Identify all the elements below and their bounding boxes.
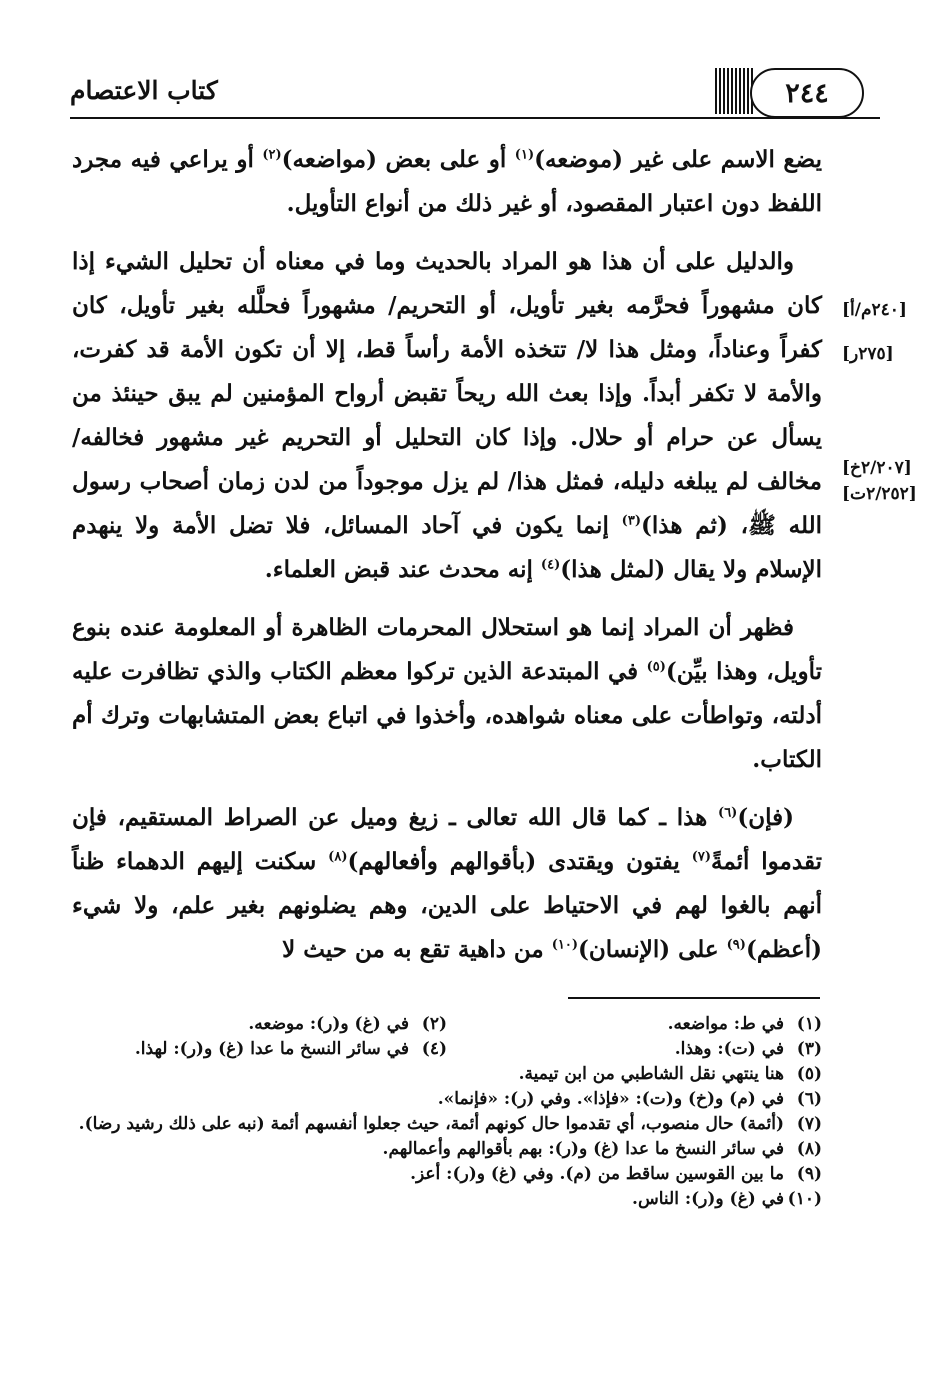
footnote-ref[interactable]: (٨) (328, 849, 348, 865)
footnote-row (72, 1112, 822, 1137)
paragraph (72, 138, 822, 226)
footnote-row (72, 1087, 822, 1112)
footnote-number: (٢) (421, 1014, 447, 1034)
footnote (72, 1012, 447, 1037)
footnote (447, 1037, 822, 1062)
footnote-ref[interactable]: (٤) (540, 557, 561, 573)
footnote-number: (٣) (796, 1039, 822, 1059)
footnote (72, 1062, 822, 1087)
footnote (72, 1187, 822, 1212)
text-run: (فإن) (737, 804, 794, 831)
footnote-text: هنا ينتهي نقل الشاطبي من ابن تيمية. (518, 1064, 784, 1084)
footnote-ref[interactable]: (٥) (646, 659, 666, 675)
margin-note: [٢٧٥ر] (842, 344, 894, 364)
text-run: يضع الاسم على غير (موضعه) (534, 146, 822, 173)
footnote-separator (568, 997, 820, 999)
footnote-ref[interactable]: (٣) (621, 513, 641, 529)
paragraph (72, 240, 822, 592)
main-text (72, 138, 822, 986)
margin-note: [٢٤٠م/أ] (842, 300, 907, 320)
text-run: من داهية تقع به من حيث لا (282, 936, 552, 963)
footnote-number: (٧) (796, 1114, 822, 1134)
paragraph (72, 796, 822, 972)
text-run: هذا ـ كما قال الله تعالى ـ زيغ وميل عن الصراط المستقيم، فإن تقدموا أئمةً (72, 804, 822, 875)
footnote-text: في سائر النسخ ما عدا (غ) و(ر): لهذا. (134, 1039, 409, 1059)
footnote-text: في (ت): وهذا. (674, 1039, 784, 1059)
footnote-row (72, 1187, 822, 1212)
footnote-text: في (غ) و(ر): موضعه. (248, 1014, 409, 1034)
text-run: يفتون ويقتدى (بأقوالهم وأفعالهم) (347, 848, 692, 875)
footnote-text: في (م) و(خ) و(ت): «فإذا». وفي (ر): «فإنما». (437, 1089, 784, 1109)
footnote-row (72, 1062, 822, 1087)
page-number: ٢٤٤ (785, 77, 829, 109)
footnote-ref[interactable]: (١٠) (551, 937, 579, 953)
footnotes (72, 1012, 822, 1212)
text-run: في المبتدعة الذين تركوا معظم الكتاب والذي تظافرت عليه أدلته، وتواطأت على معناه شواهده، وأخذوا في اتباع بعض المتشابهات وترك أم الكتاب. (72, 658, 822, 773)
footnote (72, 1112, 822, 1137)
footnote-text: في ط: مواضعه. (667, 1014, 784, 1034)
footnote (447, 1012, 822, 1037)
text-run: والدليل على أن هذا هو المراد بالحديث وما في معناه أن تحليل الشيء إذا كان مشهوراً فحرَّمه بغير تأويل، أو التحريم/ مشهوراً فحلَّله بغير تأويل، كان كفراً وعناداً، ومثل هذا لا/ تتخذه الأمة رأساً قط، إلا أن تكون الأمة قد كفرت، والأمة لا تكفر أبداً. وإذا بعث الله ريحاً تقبض أرواح المؤمنين لم يبق حينئذ من يسأل عن حرام أو حلال. وإذا كان التحليل أو التحريم غير مشهور فخالفه/ مخالف لم يبلغه دليله، فمثل هذا/ لم يزل موجوداً من لدن زمان أصحاب رسول الله ﷺ، (ثم هذا) (72, 248, 823, 539)
footnote-row (72, 1012, 822, 1037)
footnote (72, 1037, 447, 1062)
text-run: على (الإنسان) (578, 936, 727, 963)
footnote (72, 1162, 822, 1187)
footnote-number: (١٠) (787, 1189, 822, 1209)
footnote-number: (٤) (421, 1039, 447, 1059)
footnote (72, 1137, 822, 1162)
footnote-number: (٩) (796, 1164, 822, 1184)
header-rule (70, 117, 880, 119)
footnote-ref[interactable]: (٢) (262, 147, 282, 163)
text-run: إنما يكون في آحاد المسائل، فلا تضل الأمة ولا ينهدم الإسلام ولا يقال (لمثل هذا) (72, 512, 822, 583)
footnote-ref[interactable]: (٦) (718, 805, 738, 821)
margin-note: [٢/٢٥٢ت] (842, 484, 917, 504)
footnote-ref[interactable]: (٩) (726, 937, 746, 953)
footnote-text: (أئمة) حال منصوب، أي تقدموا حال كونهم أئمة، حيث جعلوا أنفسهم أئمة (نبه على ذلك رشيد رضا). (78, 1114, 784, 1134)
text-run: أو يراعي فيه مجرد اللفظ دون اعتبار المقصود، أو غير ذلك من أنواع التأويل. (72, 146, 822, 217)
text-run: سكنت إليهم الدهماء ظناً أنهم بالغوا لهم في الاحتياط على الدين، وهم يضلونهم بغير علم، ولا شيء (أعظم) (72, 848, 822, 963)
footnote-text: ما بين القوسين ساقط من (م). وفي (غ) و(ر): أعز. (410, 1164, 784, 1184)
text-run: إنه محدث عند قبض العلماء. (264, 556, 541, 583)
footnote-number: (٨) (796, 1139, 822, 1159)
footnote-ref[interactable]: (٧) (691, 849, 711, 865)
footnote-number: (١) (796, 1014, 822, 1034)
text-run: فظهر أن المراد إنما هو استحلال المحرمات الظاهرة أو المعلومة عنده بنوع تأويل، وهذا بيِّن) (72, 614, 822, 685)
book-title: كتاب الاعتصام (70, 76, 218, 105)
page-number-frame (750, 68, 864, 118)
footnote-text: في (غ) و(ر): الناس. (632, 1189, 784, 1209)
footnote (72, 1087, 822, 1112)
header-ornament (715, 68, 753, 114)
footnote-row (72, 1037, 822, 1062)
footnote-row (72, 1137, 822, 1162)
paragraph (72, 606, 822, 782)
footnote-number: (٦) (796, 1089, 822, 1109)
footnote-row (72, 1162, 822, 1187)
margin-note: [٢/٢٠٧خ] (842, 458, 912, 478)
page-header (60, 62, 890, 122)
footnote-ref[interactable]: (١) (514, 147, 535, 163)
footnote-text: في سائر النسخ ما عدا (غ) و(ر): بهم بأقوالهم وأعمالهم. (382, 1139, 784, 1159)
footnote-number: (٥) (796, 1064, 822, 1084)
text-run: أو على بعض (مواضعه) (281, 146, 515, 173)
